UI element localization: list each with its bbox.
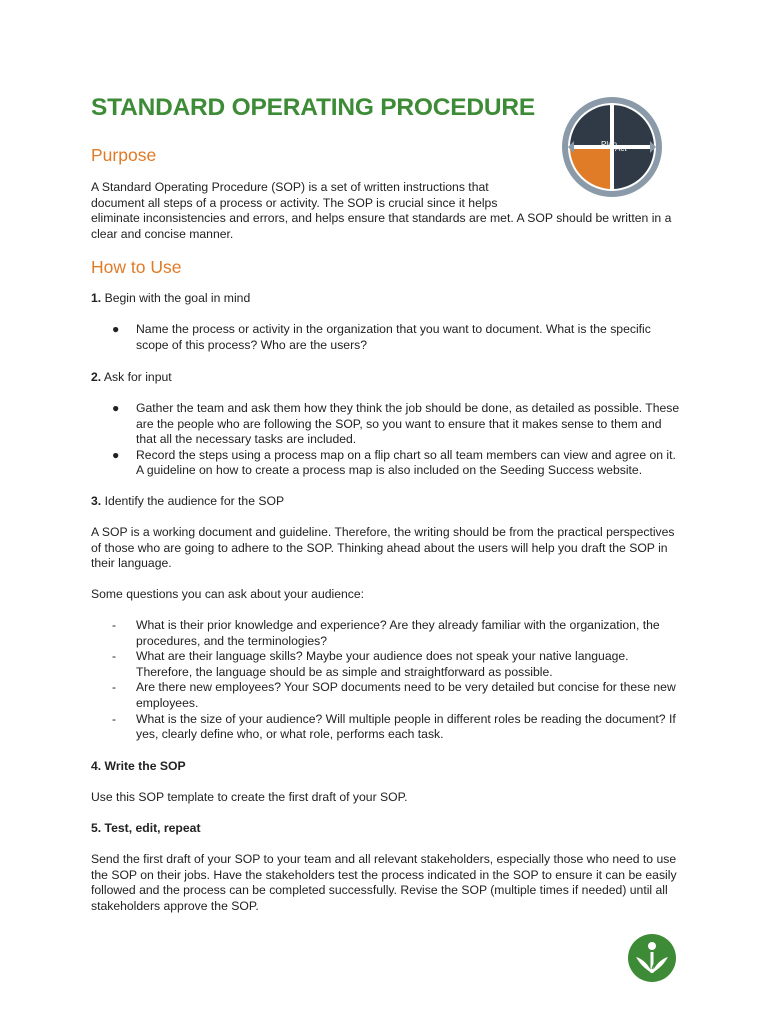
dash-icon: -: [112, 618, 117, 632]
diagram-label-plan: Plan: [601, 140, 618, 149]
step-2-number: 2.: [91, 370, 102, 384]
diagram-label-act: Act: [615, 144, 627, 153]
bullet-icon: ●: [112, 322, 120, 336]
step-1-bullets: [91, 322, 683, 353]
seeding-success-logo: [627, 933, 677, 983]
purpose-heading: Purpose: [91, 145, 157, 165]
list-item: ● Gather the team and ask them how they think the job should be done, as detailed as possible. These are the people who are following the SOP, so you want to ensure that it makes sense to them and that all the necessary tasks are included.: [112, 401, 680, 447]
step-3-paragraph: A SOP is a working document and guideline. Therefore, the writing should be from the practical perspectives of those who are going to adhere to the SOP. Thinking ahead about the users will help you draft the SOP in their language.: [91, 525, 675, 571]
purpose-rest: eliminate inconsistencies and errors, and helps ensure that standards are met. A SOP should be written in a clear and concise manner.: [91, 211, 672, 241]
list-item: - Are there new employees? Your SOP documents need to be very detailed but concise for these new employees.: [112, 680, 676, 710]
audience-questions: [91, 618, 683, 743]
purpose-line-2: document all steps of a process or activity. The SOP is crucial since it helps: [91, 195, 498, 210]
how-to-use-heading: How to Use: [91, 257, 182, 277]
step-4-paragraph: Use this SOP template to create the first draft of your SOP.: [91, 790, 408, 804]
list-item: - What are their language skills? Maybe your audience does not speak your native language. Therefore, the language should be as simple and straightforward as possible.: [112, 649, 629, 679]
dash-icon: -: [112, 649, 117, 664]
step-4-heading: 4. Write the SOP: [91, 759, 186, 773]
step-1-number: 1.: [91, 291, 102, 305]
dash-icon: -: [112, 680, 117, 695]
step-3-text: Identify the audience for the SOP: [104, 494, 285, 508]
step-3: [91, 494, 683, 510]
step-2-text: Ask for input: [103, 370, 172, 384]
document-title: STANDARD OPERATING PROCEDURE: [91, 94, 536, 121]
list-item: - What is the size of your audience? Will multiple people in different roles be reading the document? If yes, clearly define who, or what role, performs each task.: [112, 711, 676, 742]
step-1-text: Begin with the goal in mind: [104, 291, 251, 305]
step-5-heading: 5. Test, edit, repeat: [91, 821, 201, 835]
dash-icon: -: [112, 711, 117, 726]
list-item: ● Name the process or activity in the organization that you want to document. What is the specific scope of this process? Who are the users?: [112, 322, 651, 352]
purpose-line-1: A Standard Operating Procedure (SOP) is a set of written instructions that: [91, 180, 489, 194]
diagram-quadrant-top-right: [612, 105, 654, 147]
questions-intro: Some questions you can ask about your audience:: [91, 587, 365, 601]
purpose-paragraph: [91, 180, 683, 242]
step-3-number: 3.: [91, 494, 102, 508]
list-item: ● Record the steps using a process map on a flip chart so all team members can view and agree on it. A guideline on how to create a process map is also included on the Seeding Success website.: [112, 447, 676, 478]
step-2: [91, 370, 683, 386]
bullet-icon: ●: [112, 447, 120, 462]
list-item: - What is their prior knowledge and experience? Are they already familiar with the organization, the procedures, and the terminologies?: [112, 618, 660, 648]
step-2-bullets: [91, 401, 683, 479]
step-1: [91, 291, 683, 307]
step-5-paragraph: Send the first draft of your SOP to your team and all relevant stakeholders, especially those who need to use the SOP on their jobs. Have the stakeholders test the process indicated in the SOP to ensure it can be easily followed and the process can be completed successfully. Revise the SOP (multiple times if needed) until all stakeholders approve the SOP.: [91, 852, 677, 913]
bullet-icon: ●: [112, 401, 120, 415]
